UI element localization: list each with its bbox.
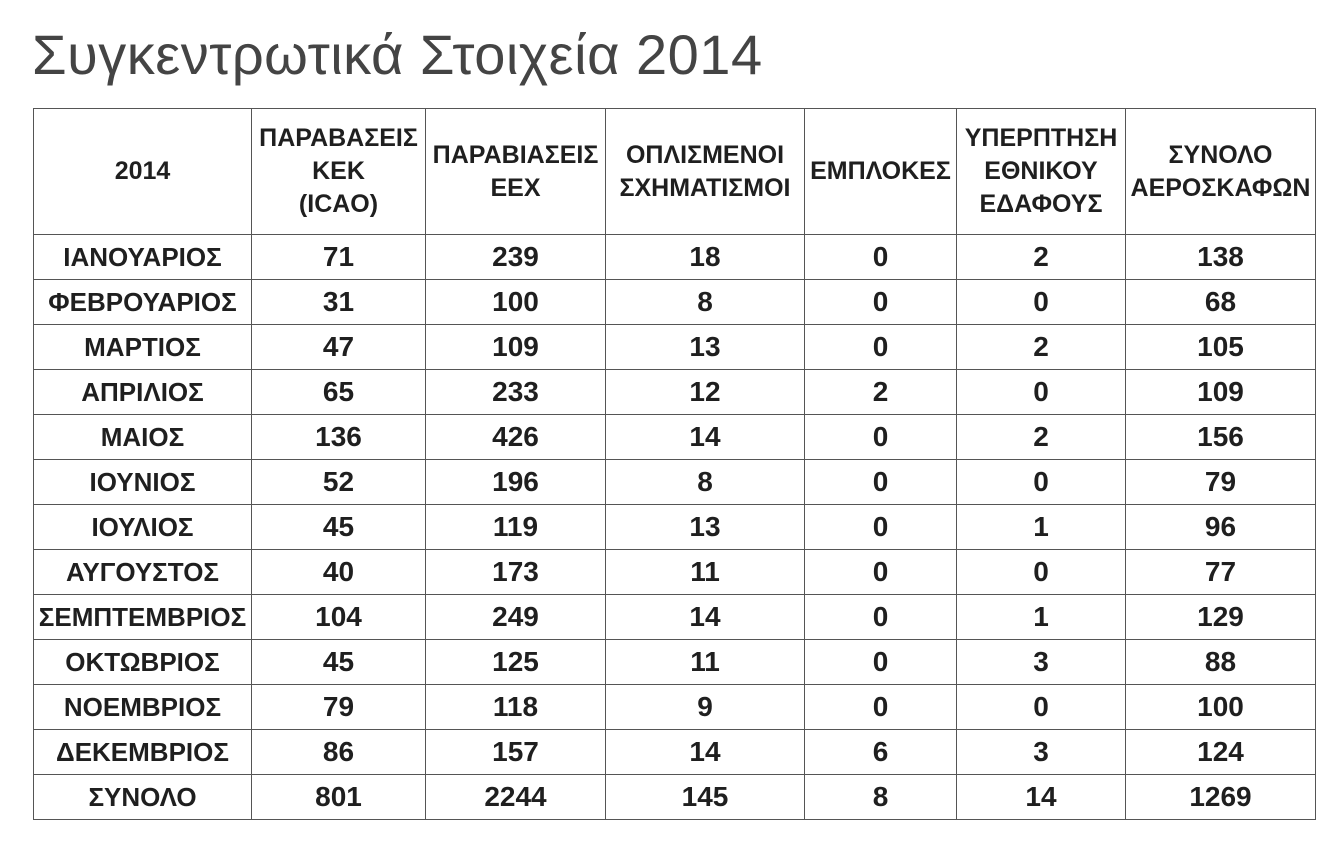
table-cell: 71 bbox=[252, 235, 426, 280]
column-header bbox=[1126, 109, 1316, 235]
table-cell: 9 bbox=[606, 685, 805, 730]
table-row bbox=[34, 280, 1316, 325]
table-cell: 0 bbox=[805, 685, 957, 730]
table-cell: 0 bbox=[805, 640, 957, 685]
table-cell: 249 bbox=[426, 595, 606, 640]
table-row bbox=[34, 505, 1316, 550]
table-cell: 2 bbox=[957, 235, 1126, 280]
row-label: ΜΑΡΤΙΟΣ bbox=[34, 325, 252, 370]
row-label: ΙΟΥΝΙΟΣ bbox=[34, 460, 252, 505]
table-cell: 0 bbox=[805, 325, 957, 370]
table-cell: 12 bbox=[606, 370, 805, 415]
table-cell: 13 bbox=[606, 325, 805, 370]
table-cell: 2 bbox=[957, 325, 1126, 370]
table-cell: 157 bbox=[426, 730, 606, 775]
table-cell: 31 bbox=[252, 280, 426, 325]
table-cell: 8 bbox=[606, 460, 805, 505]
row-label: ΦΕΒΡΟΥΑΡΙΟΣ bbox=[34, 280, 252, 325]
column-header-line: ΑΕΡΟΣΚΑΦΩΝ bbox=[1130, 173, 1311, 202]
column-header bbox=[34, 109, 252, 235]
table-cell: 156 bbox=[1126, 415, 1316, 460]
table-cell: 0 bbox=[957, 685, 1126, 730]
column-header-line: ΕΘΝΙΚΟΥ bbox=[984, 157, 1098, 185]
table-cell: 3 bbox=[957, 640, 1126, 685]
table-cell: 1 bbox=[957, 595, 1126, 640]
table-row bbox=[34, 370, 1316, 415]
row-label: ΑΠΡΙΛΙΟΣ bbox=[34, 370, 252, 415]
table-cell: 0 bbox=[957, 370, 1126, 415]
table-cell: 145 bbox=[606, 775, 805, 820]
row-label: ΜΑΙΟΣ bbox=[34, 415, 252, 460]
table-cell: 0 bbox=[805, 550, 957, 595]
table-cell: 138 bbox=[1126, 235, 1316, 280]
table-cell: 0 bbox=[805, 595, 957, 640]
column-header-line: 2014 bbox=[114, 157, 171, 185]
column-header bbox=[606, 109, 805, 235]
table-cell: 2 bbox=[805, 370, 957, 415]
table-row bbox=[34, 325, 1316, 370]
table-cell: 52 bbox=[252, 460, 426, 505]
table-cell: 125 bbox=[426, 640, 606, 685]
table-cell: 40 bbox=[252, 550, 426, 595]
table-cell: 11 bbox=[606, 640, 805, 685]
table-row bbox=[34, 595, 1316, 640]
row-label: ΣΕΜΠΤΕΜΒΡΙΟΣ bbox=[34, 595, 252, 640]
table-cell: 0 bbox=[805, 460, 957, 505]
table-cell: 100 bbox=[1126, 685, 1316, 730]
table-row bbox=[34, 415, 1316, 460]
table-cell: 1269 bbox=[1126, 775, 1316, 820]
table-cell: 96 bbox=[1126, 505, 1316, 550]
table-cell: 45 bbox=[252, 505, 426, 550]
table-row bbox=[34, 730, 1316, 775]
table-cell: 14 bbox=[606, 730, 805, 775]
table-cell: 0 bbox=[805, 505, 957, 550]
table-row bbox=[34, 640, 1316, 685]
table-row bbox=[34, 685, 1316, 730]
column-header-line: ΠΑΡΑΒΑΣΕΙΣ bbox=[259, 124, 418, 152]
table-cell: 13 bbox=[606, 505, 805, 550]
table-cell: 45 bbox=[252, 640, 426, 685]
table-cell: 8 bbox=[805, 775, 957, 820]
column-header-line: ΕΕΧ bbox=[490, 173, 541, 202]
table-cell: 14 bbox=[957, 775, 1126, 820]
table-cell: 68 bbox=[1126, 280, 1316, 325]
table-cell: 11 bbox=[606, 550, 805, 595]
table-cell: 1 bbox=[957, 505, 1126, 550]
total-row bbox=[34, 775, 1316, 820]
table-cell: 0 bbox=[957, 460, 1126, 505]
page-title: Συγκεντρωτικά Στοιχεία 2014 bbox=[32, 23, 763, 86]
table-cell: 14 bbox=[606, 415, 805, 460]
table-cell: 0 bbox=[957, 280, 1126, 325]
table-cell: 136 bbox=[252, 415, 426, 460]
table-cell: 65 bbox=[252, 370, 426, 415]
table-cell: 77 bbox=[1126, 550, 1316, 595]
table-cell: 8 bbox=[606, 280, 805, 325]
table-cell: 105 bbox=[1126, 325, 1316, 370]
column-header-line: (ICAO) bbox=[298, 190, 379, 218]
column-header-line: ΣΧΗΜΑΤΙΣΜΟΙ bbox=[619, 173, 791, 202]
row-label: ΙΟΥΛΙΟΣ bbox=[34, 505, 252, 550]
column-header bbox=[252, 109, 426, 235]
table-cell: 47 bbox=[252, 325, 426, 370]
table-cell: 18 bbox=[606, 235, 805, 280]
table-header bbox=[34, 109, 1316, 235]
table-row bbox=[34, 235, 1316, 280]
table-cell: 196 bbox=[426, 460, 606, 505]
statistics-table bbox=[33, 108, 1316, 820]
table-cell: 124 bbox=[1126, 730, 1316, 775]
table-cell: 118 bbox=[426, 685, 606, 730]
table-cell: 801 bbox=[252, 775, 426, 820]
row-label: ΔΕΚΕΜΒΡΙΟΣ bbox=[34, 730, 252, 775]
table-cell: 86 bbox=[252, 730, 426, 775]
table-cell: 239 bbox=[426, 235, 606, 280]
row-label: ΣΥΝΟΛΟ bbox=[34, 775, 252, 820]
row-label: ΝΟΕΜΒΡΙΟΣ bbox=[34, 685, 252, 730]
table-body bbox=[34, 235, 1316, 820]
table-cell: 14 bbox=[606, 595, 805, 640]
table-cell: 0 bbox=[805, 415, 957, 460]
table-cell: 119 bbox=[426, 505, 606, 550]
column-header-line: ΠΑΡΑΒΙΑΣΕΙΣ bbox=[432, 140, 599, 169]
table-cell: 79 bbox=[252, 685, 426, 730]
table-cell: 3 bbox=[957, 730, 1126, 775]
column-header-line: ΕΔΑΦΟΥΣ bbox=[979, 190, 1103, 218]
column-header bbox=[426, 109, 606, 235]
table-cell: 0 bbox=[957, 550, 1126, 595]
table-row bbox=[34, 460, 1316, 505]
column-header-line: ΟΠΛΙΣΜΕΝΟΙ bbox=[625, 140, 785, 169]
table-cell: 0 bbox=[805, 280, 957, 325]
table-cell: 109 bbox=[426, 325, 606, 370]
table-cell: 2 bbox=[957, 415, 1126, 460]
column-header-line: ΕΜΠΛΟΚΕΣ bbox=[810, 157, 951, 185]
table-cell: 233 bbox=[426, 370, 606, 415]
table-cell: 6 bbox=[805, 730, 957, 775]
column-header-line: ΣΥΝΟΛΟ bbox=[1168, 140, 1273, 169]
table-cell: 104 bbox=[252, 595, 426, 640]
row-label: ΑΥΓΟΥΣΤΟΣ bbox=[34, 550, 252, 595]
table-cell: 109 bbox=[1126, 370, 1316, 415]
table-cell: 129 bbox=[1126, 595, 1316, 640]
table-cell: 88 bbox=[1126, 640, 1316, 685]
column-header-line: ΥΠΕΡΠΤΗΣΗ bbox=[964, 124, 1118, 152]
table-cell: 173 bbox=[426, 550, 606, 595]
column-header bbox=[805, 109, 957, 235]
row-label: ΟΚΤΩΒΡΙΟΣ bbox=[34, 640, 252, 685]
row-label: ΙΑΝΟΥΑΡΙΟΣ bbox=[34, 235, 252, 280]
table-cell: 79 bbox=[1126, 460, 1316, 505]
table-cell: 2244 bbox=[426, 775, 606, 820]
table-cell: 0 bbox=[805, 235, 957, 280]
table-cell: 100 bbox=[426, 280, 606, 325]
header-row bbox=[34, 109, 1316, 235]
column-header bbox=[957, 109, 1126, 235]
column-header-line: ΚΕΚ bbox=[312, 157, 365, 185]
table-cell: 426 bbox=[426, 415, 606, 460]
table-row bbox=[34, 550, 1316, 595]
